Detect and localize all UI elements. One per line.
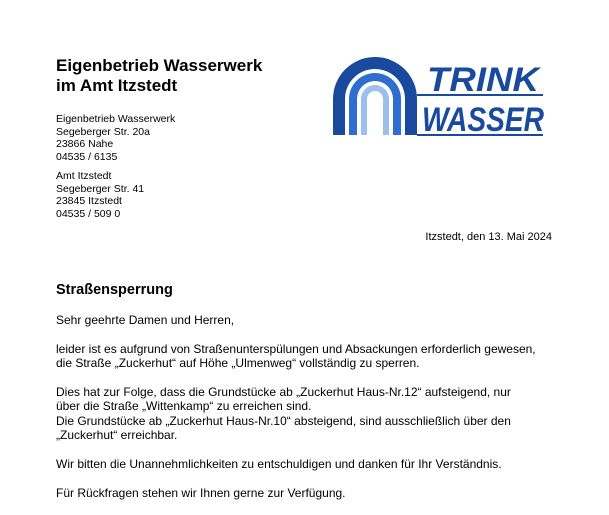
logo-text-wasser: WASSER xyxy=(422,101,545,139)
paragraph-4: Für Rückfragen stehen wir Ihnen gerne zur Verfügung. xyxy=(56,485,346,500)
address-line: 04535 / 6135 xyxy=(56,150,118,163)
address-line: Eigenbetrieb Wasserwerk xyxy=(56,113,176,125)
greeting: Sehr geehrte Damen und Herren, xyxy=(56,313,235,327)
organization-title xyxy=(56,56,262,96)
arch-mid xyxy=(349,73,401,135)
text-line: Dies hat zur Folge, dass die Grundstücke ab „Zuckerhut Haus-Nr.12“ aufsteigend, nur xyxy=(56,385,511,399)
organization-title-line2: im Amt Itzstedt xyxy=(56,76,178,95)
water-arch-icon xyxy=(333,57,417,135)
address-line: 23866 Nahe xyxy=(56,138,114,151)
text-line: die Straße „Zuckerhut“ auf Höhe „Ulmenweg“ vollständig zu sperren. xyxy=(56,356,420,371)
arch-outer xyxy=(333,57,417,135)
organization-title-line1: Eigenbetrieb Wasserwerk xyxy=(56,56,263,75)
letter-body xyxy=(56,313,566,515)
sender-address-waterworks xyxy=(56,113,175,163)
paragraph-3: Wir bitten die Unannehmlichkeiten zu entschuldigen und danken für Ihr Verständnis. xyxy=(56,457,502,472)
text-line: „Zuckerhut“ erreichbar. xyxy=(56,428,178,443)
logo-text-trink: TRINK xyxy=(427,61,542,99)
address-line: Amt Itzstedt xyxy=(56,170,112,182)
letter-date: Itzstedt, den 13. Mai 2024 xyxy=(425,231,552,243)
paragraph-1 xyxy=(56,342,566,371)
address-line: 23845 Itzstedt xyxy=(56,195,122,208)
text-line: über die Straße „Wittenkamp“ zu erreichen sind. xyxy=(56,399,312,414)
sender-address-amt xyxy=(56,170,144,220)
paragraph-2 xyxy=(56,385,566,443)
address-line: Segeberger Str. 20a xyxy=(56,125,150,138)
trinkwasser-logo xyxy=(333,57,543,139)
address-line: 04535 / 509 0 xyxy=(56,207,121,220)
text-line: leider ist es aufgrund von Straßenunterspülungen und Absackungen erforderlich gewesen, xyxy=(56,341,536,356)
arch-inner xyxy=(361,85,389,135)
address-line: Segeberger Str. 41 xyxy=(56,182,145,195)
letter-subject: Straßensperrung xyxy=(56,282,173,298)
text-line: Die Grundstücke ab „Zuckerhut Haus-Nr.10“ absteigend, sind ausschließlich über den xyxy=(56,413,511,428)
